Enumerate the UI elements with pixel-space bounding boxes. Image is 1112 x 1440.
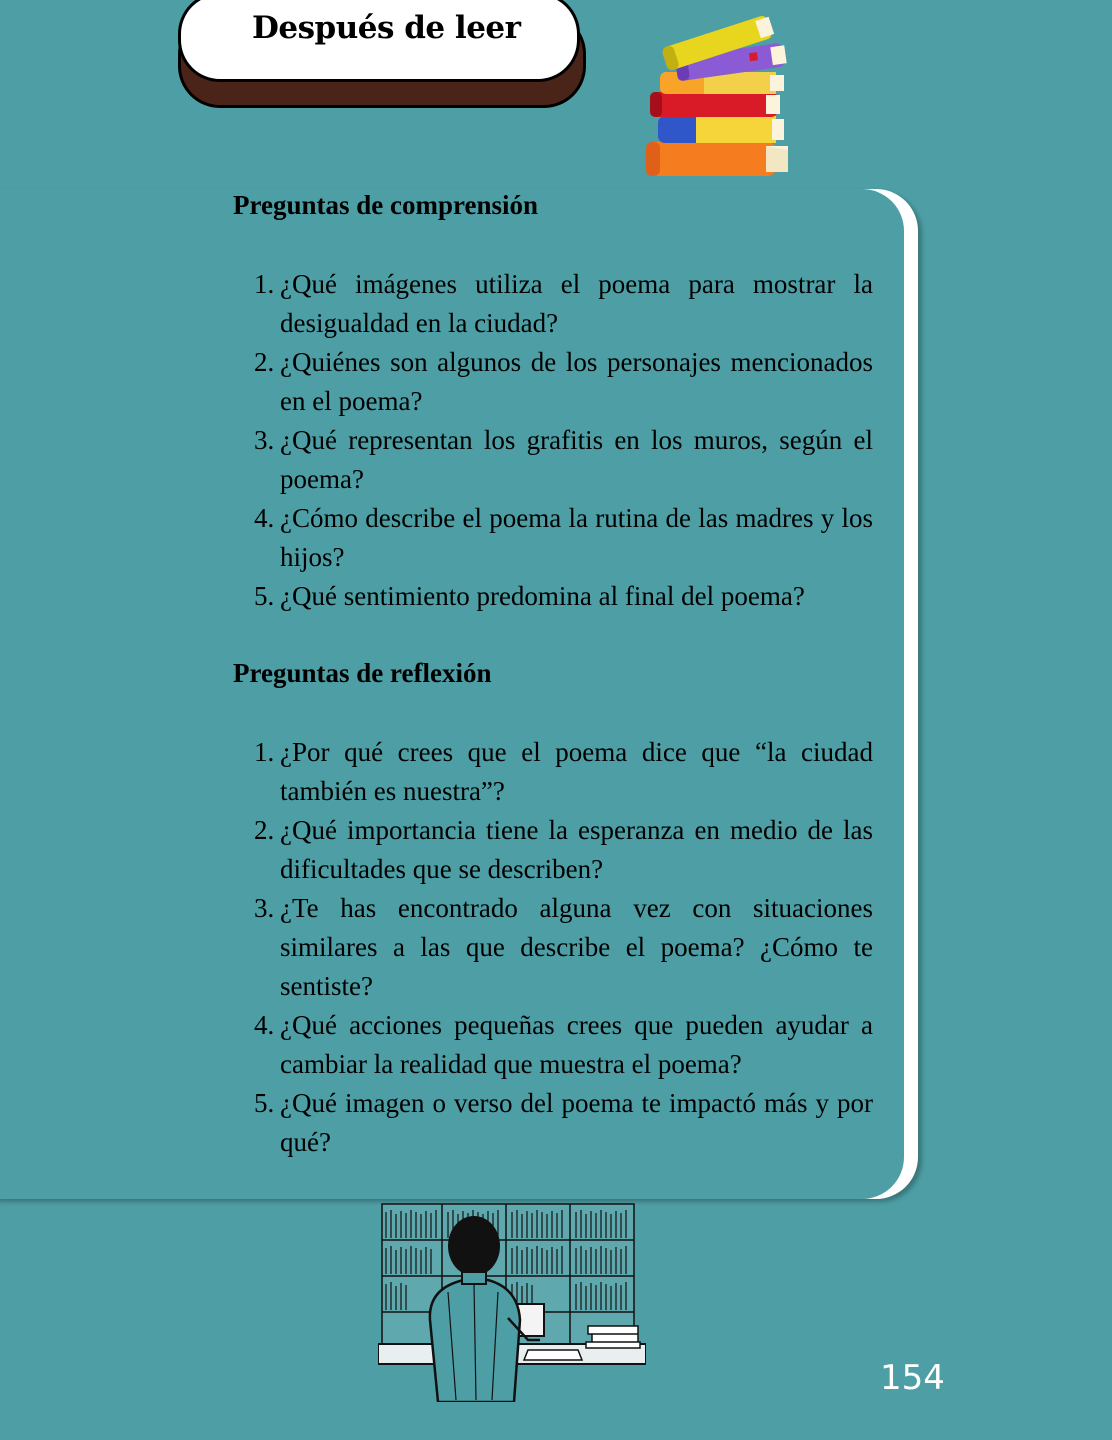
list-item: 5. ¿Qué imagen o verso del poema te impactó más y por qué? [254,1088,873,1157]
book-red [650,92,780,117]
list-item: 4. ¿Qué acciones pequeñas crees que pueden ayudar a cambiar la realidad que muestra el poema? [254,1010,873,1079]
list-item: 2. ¿Quiénes son algunos de los personajes mencionados en el poema? [254,347,873,416]
list-item: 3. ¿Te has encontrado alguna vez con situaciones similares a las que describe el poema? ¿Cómo te sentiste? [254,893,873,1001]
list-item: 4. ¿Cómo describe el poema la rutina de las madres y los hijos? [254,503,873,572]
section-title: Después de leer [252,10,521,46]
list-item: 5. ¿Qué sentimiento predomina al final del poema? [254,581,805,611]
reflection-list [233,733,873,1162]
book-blue [658,116,784,143]
reflection-heading: Preguntas de reflexión [233,658,492,688]
stacked-books-icon [640,12,795,184]
list-item: 2. ¿Qué importancia tiene la esperanza en medio de las dificultades que se describen? [254,815,873,884]
list-item: 3. ¿Qué representan los grafitis en los muros, según el poema? [254,425,873,494]
person-reading-illustration [378,1200,646,1402]
comprehension-list [233,265,873,616]
list-item: 1. ¿Por qué crees que el poema dice que “la ciudad también es nuestra”? [254,737,873,806]
list-item: 1. ¿Qué imágenes utiliza el poema para mostrar la desigualdad en la ciudad? [254,269,873,338]
page-number: 154 [880,1358,945,1398]
book-orange [646,142,788,176]
comprehension-heading: Preguntas de comprensión [233,190,539,220]
